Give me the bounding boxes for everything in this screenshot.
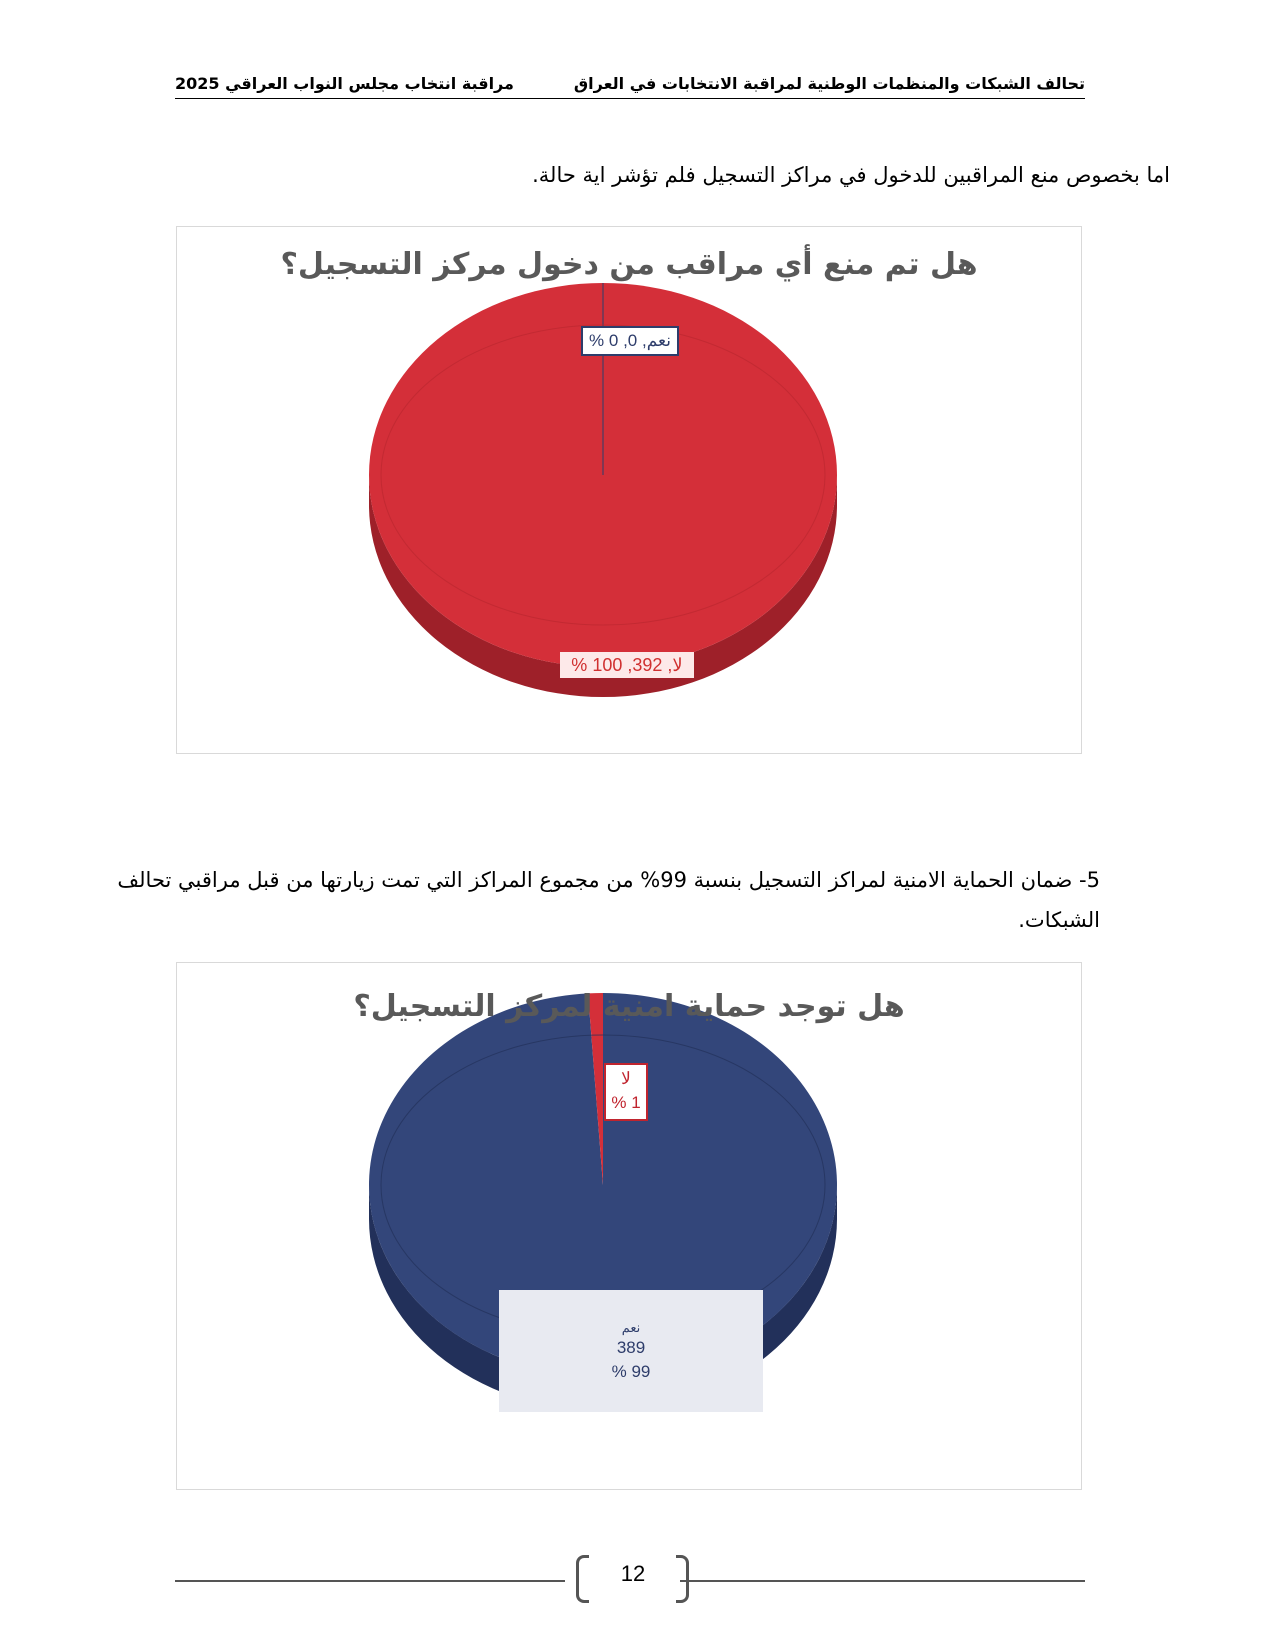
data-label-yes-percent: 99 % (611, 1362, 651, 1381)
header-doc-title: مراقبة انتخاب مجلس النواب العراقي 2025 (175, 74, 514, 93)
pie-chart-security-protection (176, 962, 1082, 1490)
data-label-no-name: لا (621, 1069, 631, 1088)
header-org-name: تحالف الشبكات والمنظمات الوطنية لمراقبة الانتخابات في العراق (573, 74, 1085, 93)
footer-line-left (175, 1580, 565, 1582)
chart-title: هل تم منع أي مراقب من دخول مركز التسجيل؟ (280, 247, 978, 282)
page-number: 12 (620, 1561, 646, 1586)
data-label-yes (499, 1290, 763, 1412)
data-label-yes: نعم, 0, 0 % (581, 326, 679, 356)
data-label-no: لا, 392, 100 % (560, 652, 694, 678)
data-label-no-percent: 1 % (611, 1093, 641, 1112)
paragraph-security-protection: 5- ضمان الحماية الامنية لمراكز التسجيل بنسبة 99% من مجموع المراكز التي تمت زيارتها من قبل مراقبي تحالف الشبكات. (117, 868, 1100, 932)
footer-bracket-right (676, 1555, 689, 1603)
chart-title: هل توجد حماية امنية لمركز التسجيل؟ (353, 989, 905, 1024)
pie-chart-observer-denied (176, 226, 1082, 754)
data-label-no (604, 1063, 648, 1121)
data-label-yes-name: نعم (621, 1320, 641, 1335)
paragraph-observers-entry: اما بخصوص منع المراقبين للدخول في مراكز التسجيل فلم تؤشر اية حالة. (532, 163, 1170, 187)
footer-line-right (680, 1580, 1085, 1582)
page-footer (0, 1555, 1275, 1605)
footer-bracket-left (576, 1555, 589, 1603)
data-label-yes-value: 389 (616, 1338, 646, 1357)
page-header (175, 72, 1085, 99)
